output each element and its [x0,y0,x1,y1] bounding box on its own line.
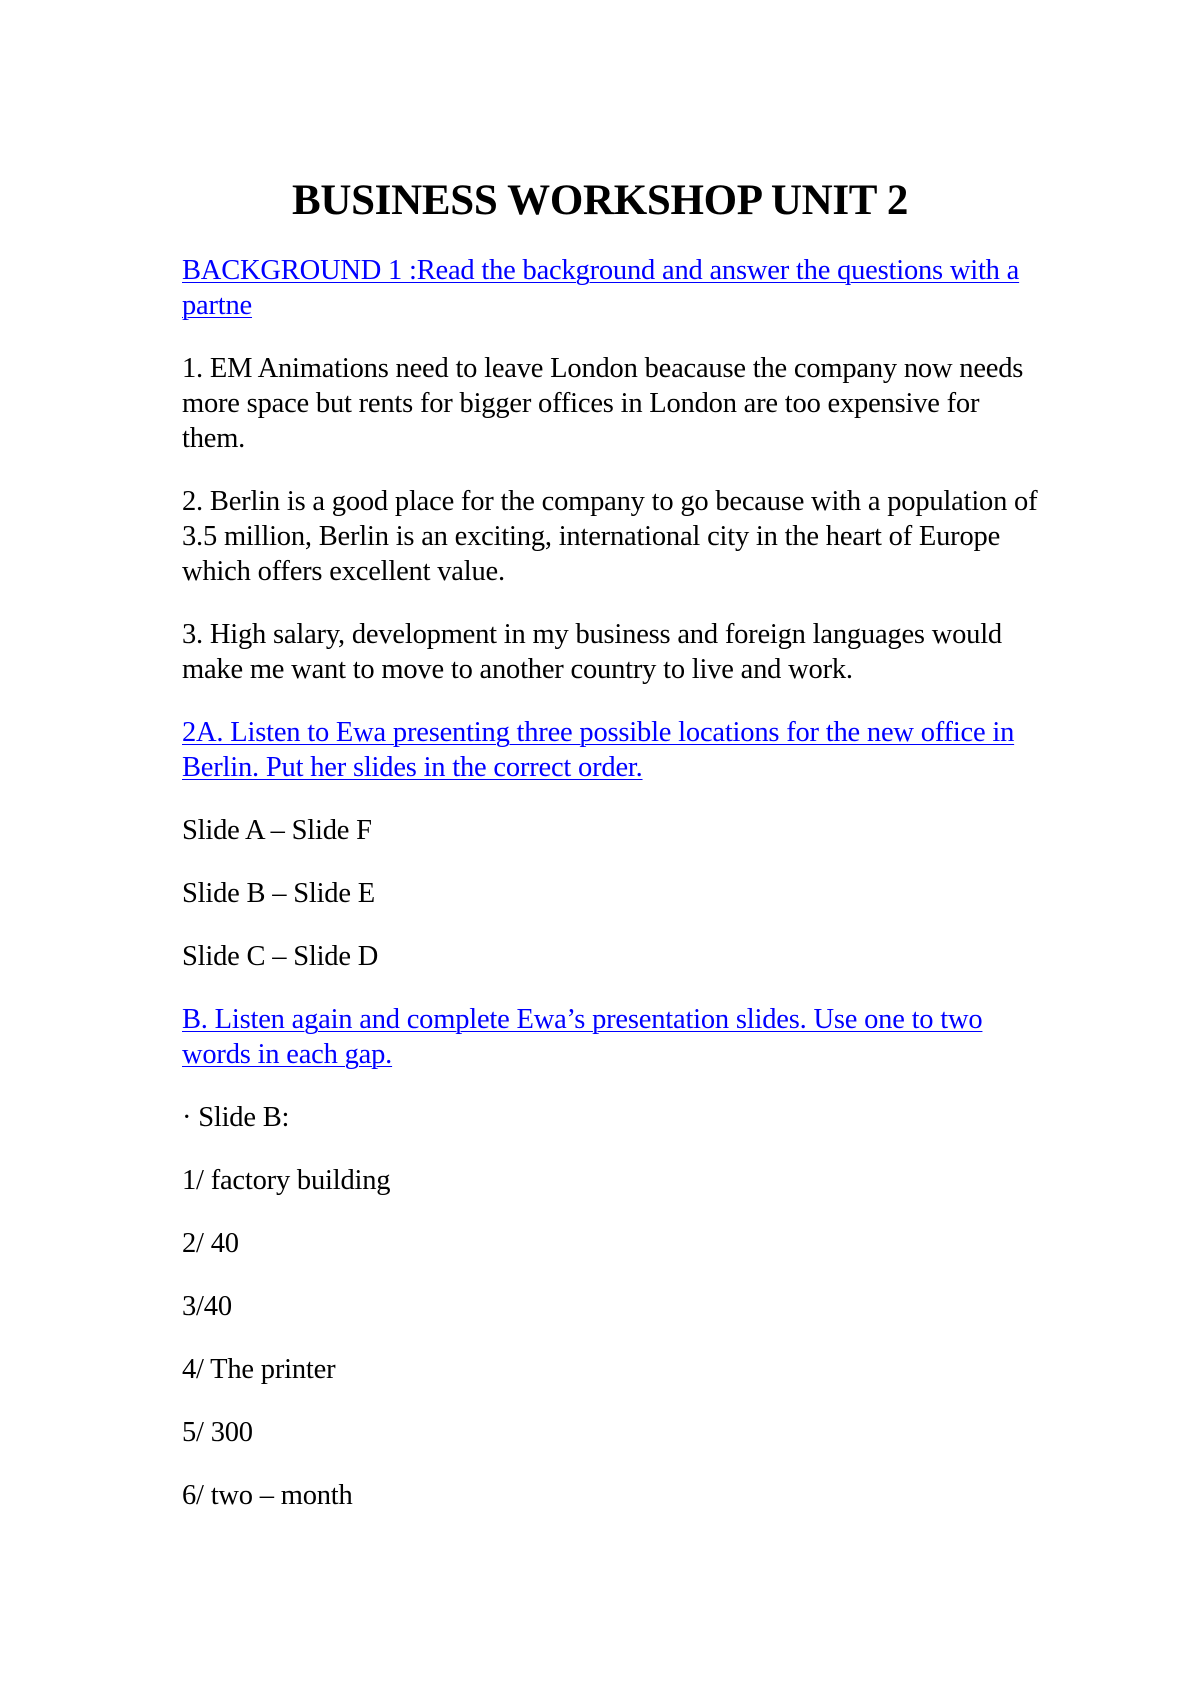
slide-b-answer-1: 1/ factory building [182,1165,391,1196]
slide-b-answer-6: 6/ two – month [182,1480,353,1511]
slide-order-answer-1: Slide A – Slide F [182,815,372,846]
slide-b-answer-3: 3/40 [182,1291,232,1322]
slide-order-answer-2: Slide B – Slide E [182,878,375,909]
background-answer-2: 2. Berlin is a good place for the company to go because with a population of 3.5 million, Berlin is an exciting, international city in the heart of Europe which offers excellent value. [182,486,1038,587]
slide-b-answer-4: 4/ The printer [182,1354,336,1385]
slide-b-answer-2: 2/ 40 [182,1228,239,1259]
background-heading-link[interactable]: BACKGROUND 1 :Read the background and answer the questions with a partne [182,255,1020,321]
slide-b-answer-5: 5/ 300 [182,1417,253,1448]
document-body [182,253,1042,1541]
document-title: BUSINESS WORKSHOP UNIT 2 [291,177,909,224]
slide-b-label: · Slide B: [182,1102,290,1133]
slide-order-answer-3: Slide C – Slide D [182,941,379,972]
exercise-2a-heading-link[interactable]: 2A. Listen to Ewa presenting three possible locations for the new office in Berlin. Put her slides in the correct order. [182,717,1015,783]
exercise-b-heading-link[interactable]: B. Listen again and complete Ewa’s presentation slides. Use one to two words in each gap. [182,1004,983,1070]
background-answer-1: 1. EM Animations need to leave London beacause the company now needs more space but rents for bigger offices in London are too expensive for them. [182,353,1024,454]
background-answer-3: 3. High salary, development in my business and foreign languages would make me want to move to another country to live and work. [182,619,1002,685]
